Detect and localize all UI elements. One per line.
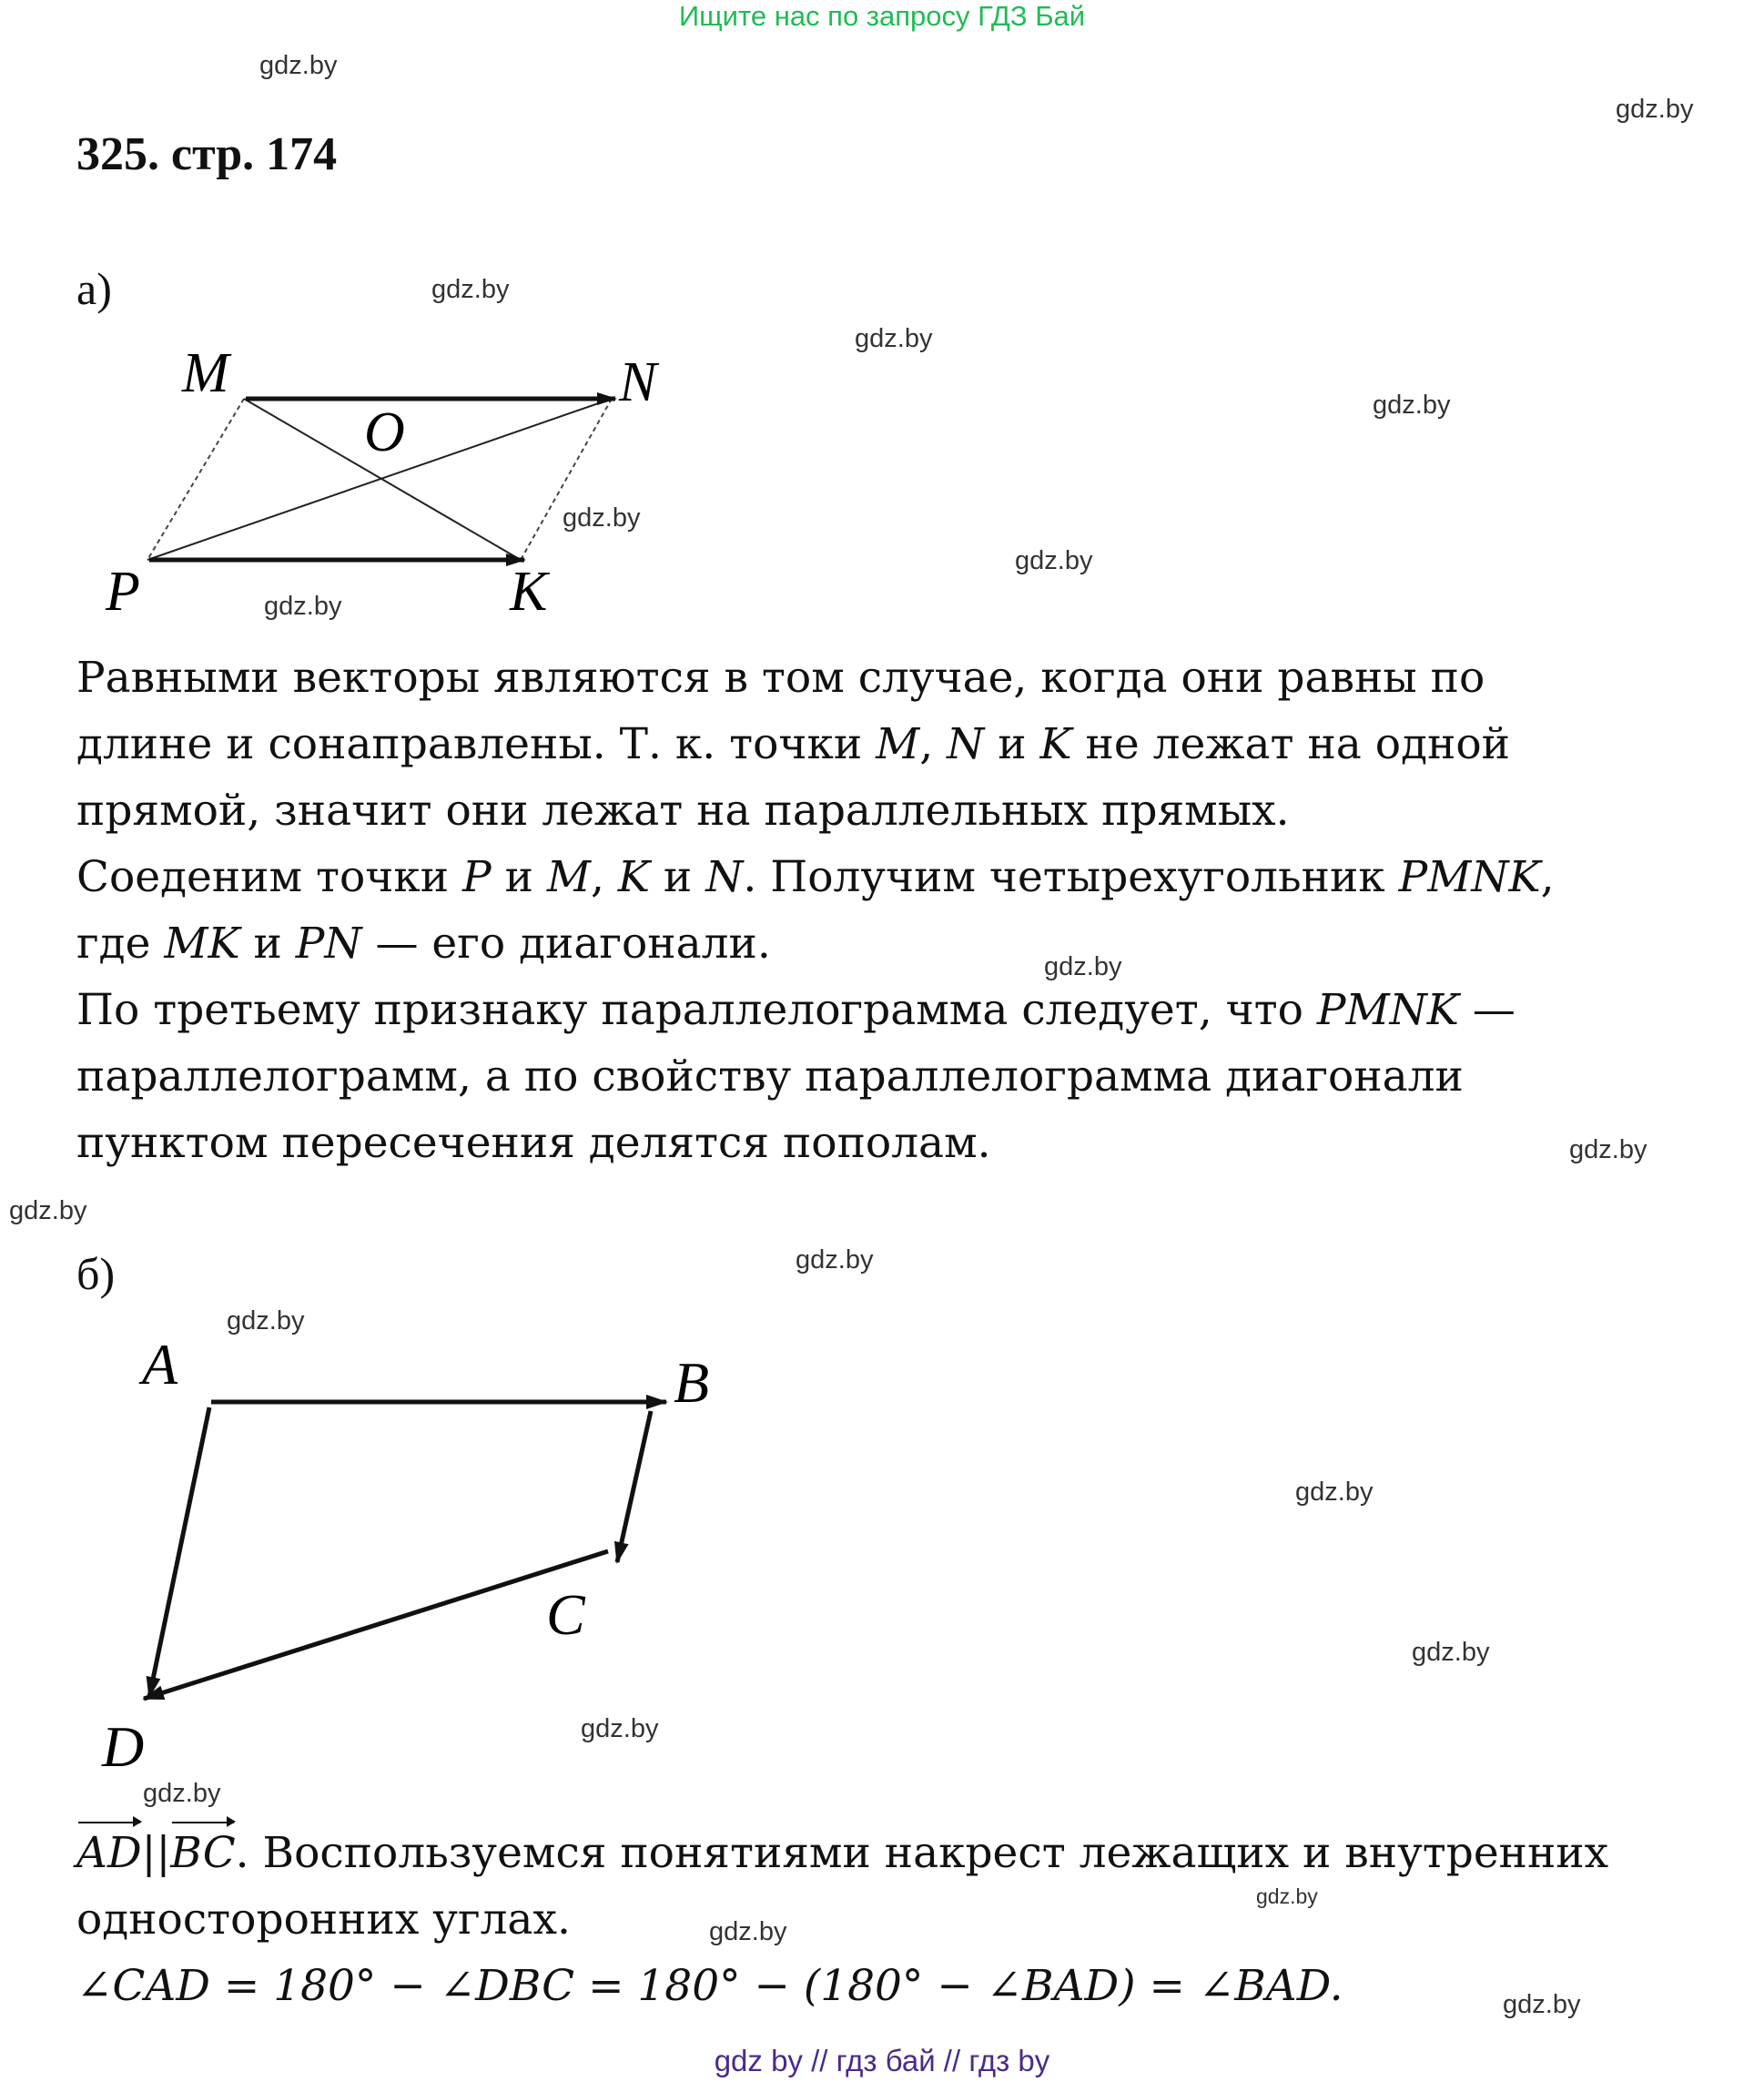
point-label-o: O bbox=[364, 401, 405, 463]
text-line: где MK и PN — его диагонали. bbox=[76, 919, 771, 969]
point-label-b: B bbox=[674, 1350, 710, 1415]
watermark: gdz.by bbox=[1503, 1990, 1581, 2019]
search-banner[interactable]: Ищите нас по запросу ГДЗ Бай bbox=[678, 0, 1086, 32]
part-a-label: а) bbox=[76, 263, 112, 314]
dashed-side-nk bbox=[521, 399, 612, 560]
footer-links[interactable]: gdz by // гдз бай // гдз by bbox=[714, 2044, 1050, 2077]
watermark: gdz.by bbox=[259, 51, 338, 80]
text-line: Соеденим точки P и M, K и N. Получим четырехугольник PMNK, bbox=[76, 852, 1555, 902]
watermark: gdz.by bbox=[1256, 1884, 1318, 1908]
watermark: gdz.by bbox=[1295, 1478, 1374, 1507]
watermark: gdz.by bbox=[1412, 1638, 1490, 1667]
text-line: По третьему признаку параллелограмма следует, что PMNK — bbox=[76, 985, 1516, 1035]
vector-bc-symbol: BC bbox=[170, 1820, 235, 1886]
point-label-d: D bbox=[102, 1714, 145, 1779]
point-label-k: K bbox=[510, 561, 548, 623]
figure-parallelogram-pmnk bbox=[100, 337, 683, 628]
watermark: gdz.by bbox=[563, 503, 641, 533]
watermark: gdz.by bbox=[581, 1714, 659, 1743]
text-line: длине и сонаправлены. Т. к. точки M, N и K не лежат на одной bbox=[76, 719, 1510, 769]
point-label-c: C bbox=[546, 1582, 585, 1647]
watermark: gdz.by bbox=[1044, 952, 1122, 981]
point-label-n: N bbox=[619, 351, 657, 413]
point-label-a: A bbox=[142, 1332, 178, 1396]
point-label-p: P bbox=[106, 561, 140, 623]
vector-ad-symbol: AD bbox=[76, 1820, 142, 1886]
watermark: gdz.by bbox=[9, 1196, 87, 1225]
watermark: gdz.by bbox=[796, 1245, 874, 1275]
watermark: gdz.by bbox=[1569, 1135, 1647, 1164]
text-line: прямой, значит они лежат на параллельных прямых. bbox=[76, 786, 1290, 836]
text-line: Равными векторы являются в том случае, когда они равны по bbox=[76, 653, 1485, 703]
page-title: 325. стр. 174 bbox=[76, 128, 338, 180]
watermark: gdz.by bbox=[855, 324, 933, 353]
text-line: AD||BC. Воспользуемся понятиями накрест лежащих и внутренних bbox=[76, 1820, 1697, 1886]
watermark: gdz.by bbox=[143, 1779, 221, 1808]
angle-equation: ∠CAD = 180° − ∠DBC = 180° − (180° − ∠BAD) = ∠BAD. bbox=[76, 1961, 1343, 2011]
figure-quadrilateral-abcd bbox=[91, 1320, 746, 1793]
part-b-explanation bbox=[76, 1820, 1697, 2019]
part-a-explanation bbox=[76, 645, 1697, 1176]
part-b-label: б) bbox=[76, 1248, 116, 1299]
watermark: gdz.by bbox=[227, 1306, 305, 1336]
text-line: параллелограмм, а по свойству параллелограмма диагонали bbox=[76, 1051, 1464, 1102]
vector-bc bbox=[617, 1411, 651, 1562]
watermark: gdz.by bbox=[431, 275, 510, 304]
watermark: gdz.by bbox=[1616, 95, 1694, 124]
vector-ad bbox=[149, 1407, 209, 1697]
text-line: односторонних углах. bbox=[76, 1894, 571, 1945]
watermark: gdz.by bbox=[1015, 546, 1093, 575]
watermark: gdz.by bbox=[709, 1917, 787, 1946]
point-label-m: M bbox=[182, 342, 229, 404]
watermark: gdz.by bbox=[1373, 391, 1451, 420]
vector-cd bbox=[144, 1551, 608, 1699]
watermark: gdz.by bbox=[264, 592, 342, 621]
dashed-side-mp bbox=[147, 399, 244, 560]
text-line: пунктом пересечения делятся пополам. bbox=[76, 1118, 991, 1168]
